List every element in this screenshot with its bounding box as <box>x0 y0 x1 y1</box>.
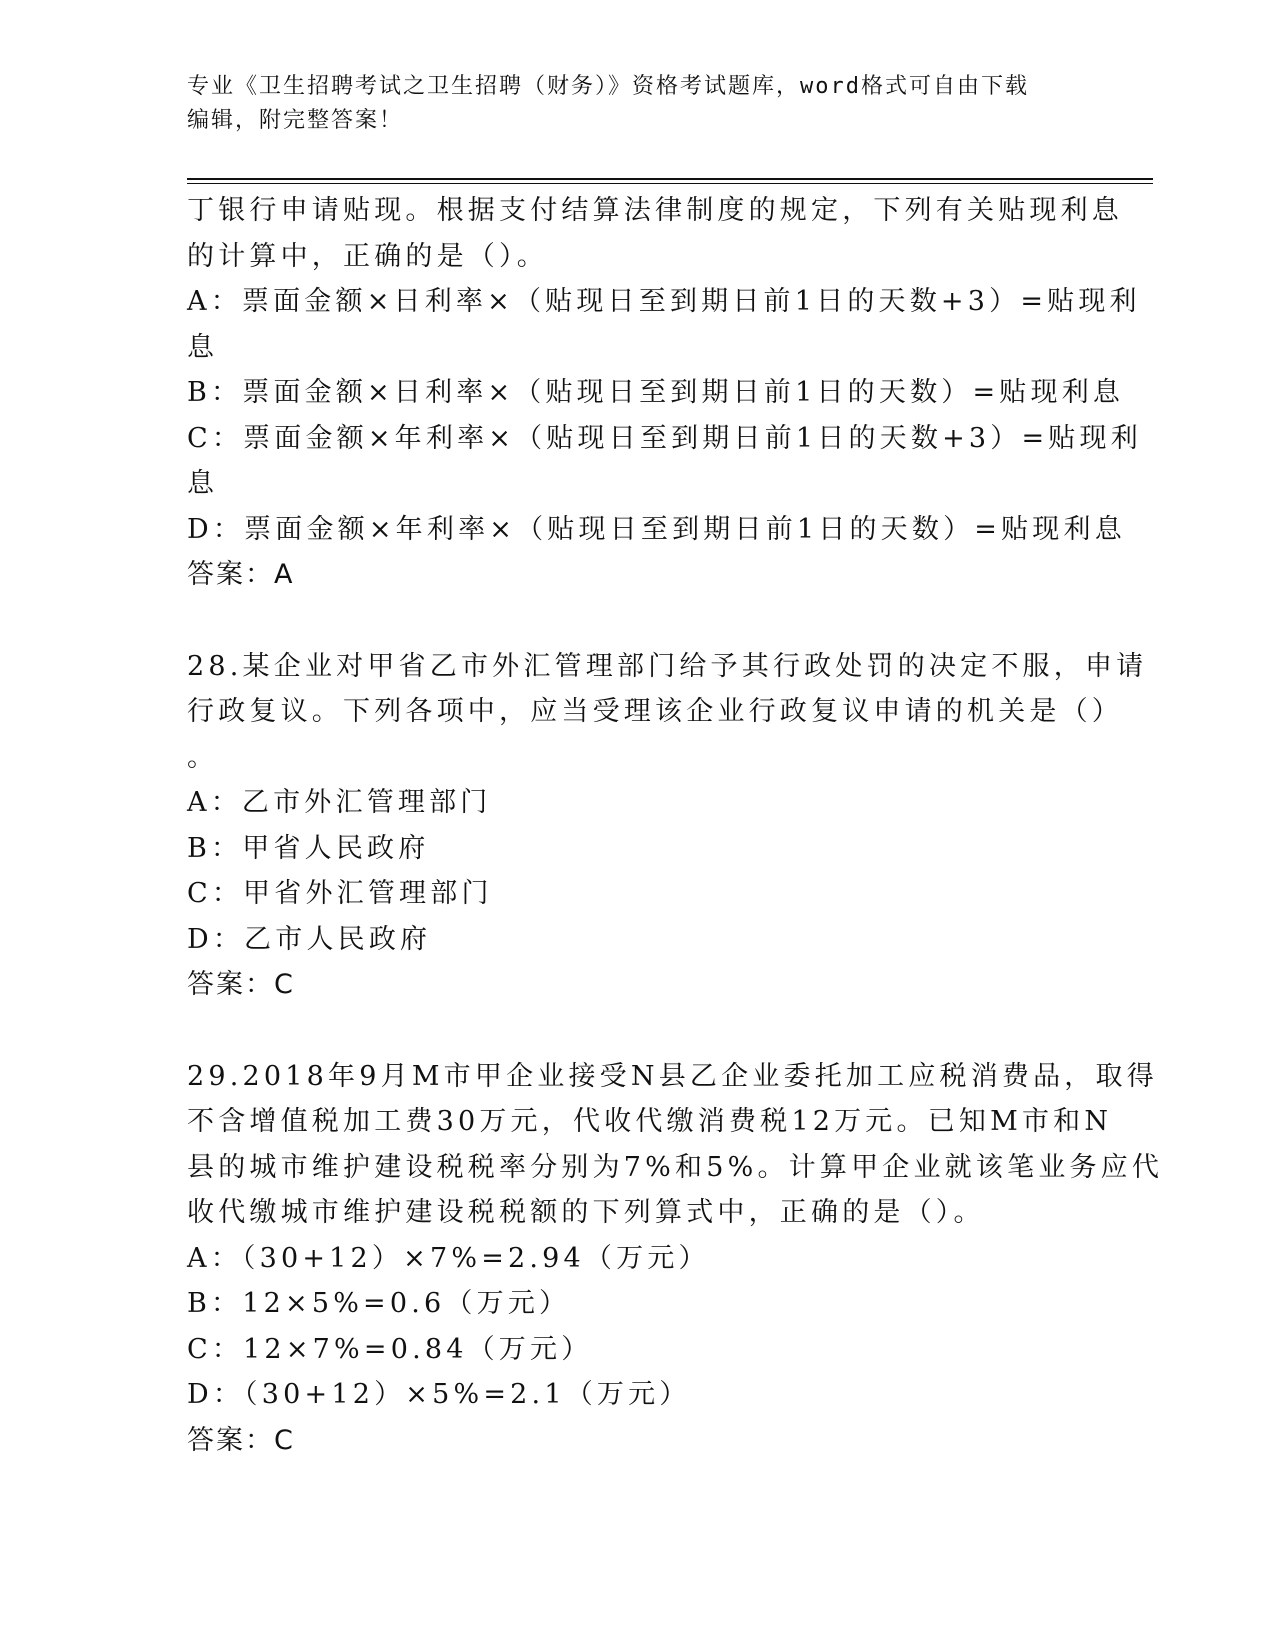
option-c: C：12×7%=0.84（万元） <box>187 1333 593 1365</box>
question-stem-line: 丁银行申请贴现。根据支付结算法律制度的规定，下列有关贴现利息 <box>187 195 1123 226</box>
option-d: D：乙市人民政府 <box>187 923 432 955</box>
question-stem-line: 县的城市维护建设税税率分别为7%和5%。计算甲企业就该笔业务应代 <box>187 1151 1164 1183</box>
option-c: C：甲省外汇管理部门 <box>187 878 493 909</box>
option-c: C：票面金额×年利率×（贴现日至到期日前1日的天数+3）=贴现利 <box>187 422 1142 454</box>
option-d: D：票面金额×年利率×（贴现日至到期日前1日的天数）=贴现利息 <box>187 513 1126 545</box>
option-b: B：票面金额×日利率×（贴现日至到期日前1日的天数）=贴现利息 <box>187 377 1125 408</box>
question-stem-line: 29.2018年9月M市甲企业接受N县乙企业委托加工应税消费品，取得 <box>187 1060 1158 1092</box>
question-content <box>187 188 1164 1463</box>
option-a-continued: 息 <box>187 331 219 363</box>
header-divider-thin <box>187 183 1153 184</box>
header-line-2: 编辑，附完整答案！ <box>187 108 404 133</box>
option-d: D：（30+12）×5%=2.1（万元） <box>187 1379 691 1410</box>
answer: 答案：C <box>187 969 295 1000</box>
question-stem-line: 。 <box>187 741 219 773</box>
answer: 答案：A <box>187 559 295 590</box>
spacer <box>187 598 1087 644</box>
option-a: A：乙市外汇管理部门 <box>187 787 492 818</box>
question-28 <box>187 644 1148 1008</box>
question-stem-line: 收代缴城市维护建设税税额的下列算式中，正确的是（）。 <box>187 1197 985 1228</box>
option-c-continued: 息 <box>187 468 219 499</box>
question-stem-line: 不含增值税加工费30万元，代收代缴消费税12万元。已知M市和N <box>187 1106 1113 1137</box>
option-b: B：12×5%=0.6（万元） <box>187 1288 571 1319</box>
header-line-1: 专业《卫生招聘考试之卫生招聘（财务）》资格考试题库，word格式可自由下载 <box>187 74 1029 99</box>
option-a: A：（30+12）×7%=2.94（万元） <box>187 1242 710 1274</box>
question-stem-line: 28.某企业对甲省乙市外汇管理部门给予其行政处罚的决定不服，申请 <box>187 650 1148 682</box>
spacer <box>187 1008 1087 1054</box>
answer: 答案：C <box>187 1424 295 1456</box>
question-27 <box>187 188 1142 598</box>
question-stem-line: 行政复议。下列各项中，应当受理该企业行政复议申请的机关是（） <box>187 696 1123 727</box>
question-29 <box>187 1054 1164 1464</box>
option-a: A：票面金额×日利率×（贴现日至到期日前1日的天数+3）=贴现利 <box>187 286 1141 317</box>
header-divider-thick <box>187 178 1153 180</box>
question-stem-line: 的计算中，正确的是（）。 <box>187 240 548 272</box>
option-b: B：甲省人民政府 <box>187 832 430 864</box>
document-header <box>187 70 1087 138</box>
